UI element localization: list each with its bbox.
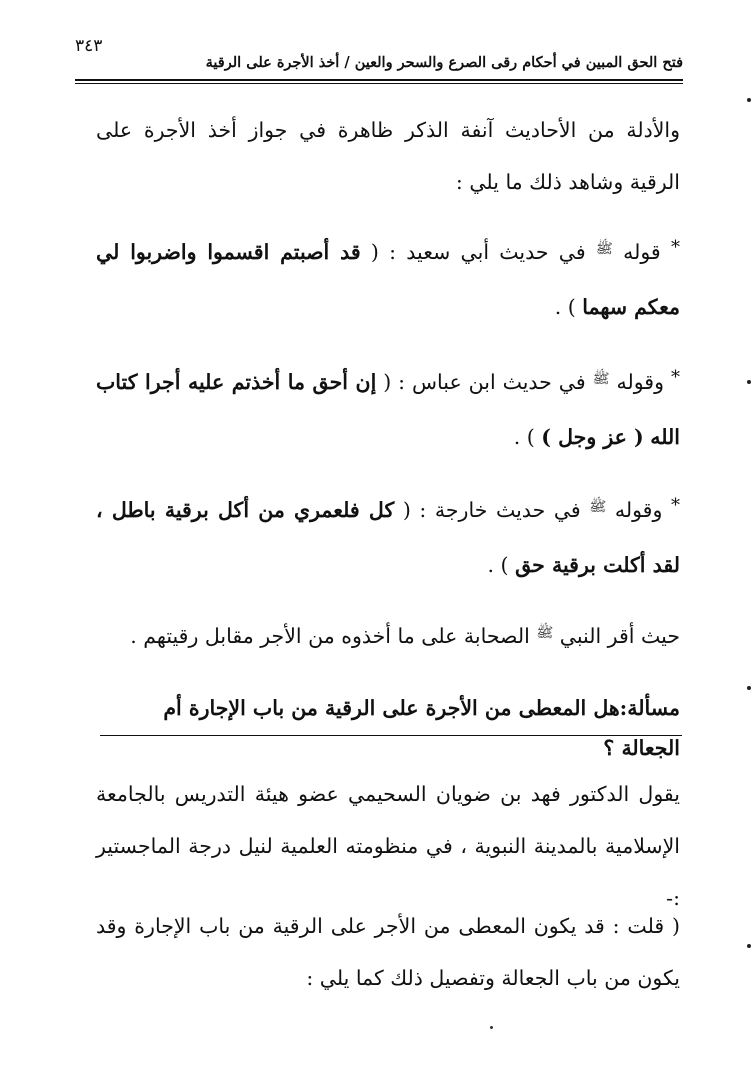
conclusion-rest: الصحابة على ما أخذوه من الأجر مقابل رقيتهم .: [130, 624, 530, 648]
heading-underline: [100, 735, 682, 736]
margin-dot: [747, 380, 751, 384]
evidence-lead: وقوله: [614, 498, 663, 522]
bullet-star: *: [670, 367, 680, 388]
evidence-kharija: [96, 484, 680, 591]
evidence-lead: قوله: [623, 240, 661, 264]
bullet-star: *: [670, 237, 680, 258]
margin-dot: [747, 686, 751, 690]
salawat-glyph: ﷺ: [589, 499, 607, 515]
paragraph-quote-body: ( قلت : قد يكون المعطى من الأجر على الرقية من باب الإجارة وقد يكون من باب الجعالة وتفصيل ذلك كما يلي :: [96, 914, 680, 990]
evidence-abu-said: [96, 226, 680, 333]
margin-dot: [747, 944, 751, 948]
hadith-quote-inner: ( عز وجل ): [541, 425, 644, 449]
evidence-lead: وقوله: [616, 370, 665, 394]
page-number: ٣٤٣: [75, 36, 103, 56]
header-rule: [75, 79, 683, 81]
hadith-quote: قد أصبتم اقسموا واضربوا لي معكم سهما: [96, 240, 680, 319]
conclusion-lead: حيث أقر النبي: [559, 624, 680, 648]
evidence-close: ) .: [487, 553, 509, 577]
evidence-ibn-abbas: [96, 356, 680, 463]
evidence-close: ) .: [554, 295, 576, 319]
salawat-glyph: ﷺ: [536, 625, 554, 641]
hadith-quote: كل فلعمري من أكل برقية باطل ، لقد أكلت برقية حق: [96, 498, 680, 577]
bullet-star: *: [670, 495, 680, 516]
stray-mark: [490, 1026, 493, 1029]
salawat-glyph: ﷺ: [595, 241, 613, 257]
paragraph-conclusion: [96, 610, 680, 665]
section-heading-question: مسألة:هل المعطى من الأجرة على الرقية من باب الإجارة أم الجعالة ؟: [163, 696, 680, 760]
hadith-quote: إن أحق ما أخذتم عليه أجرا كتاب الله: [96, 370, 680, 449]
evidence-intro: في حديث ابن عباس : (: [383, 370, 586, 394]
paragraph-intro: والأدلة من الأحاديث آنفة الذكر ظاهرة في جواز أخذ الأجرة على الرقية وشاهد ذلك ما يلي :: [96, 118, 680, 194]
running-header: [75, 36, 683, 96]
salawat-glyph: ﷺ: [592, 371, 610, 387]
header-title: فتح الحق المبين في أحكام رقى الصرع والسحر والعين / أخذ الأجرة على الرقية: [205, 54, 683, 71]
paragraph-quote-author: يقول الدكتور فهد بن ضويان السحيمي عضو هيئة التدريس بالجامعة الإسلامية بالمدينة النبوية ، في منظومته العلمية لنيل درجة الماجستير :-: [96, 782, 680, 910]
margin-dot: [747, 98, 751, 102]
header-rule-thin: [75, 83, 683, 84]
evidence-intro: في حديث خارجة : (: [402, 498, 581, 522]
evidence-intro: في حديث أبي سعيد : (: [370, 240, 586, 264]
evidence-close: ) .: [513, 425, 535, 449]
